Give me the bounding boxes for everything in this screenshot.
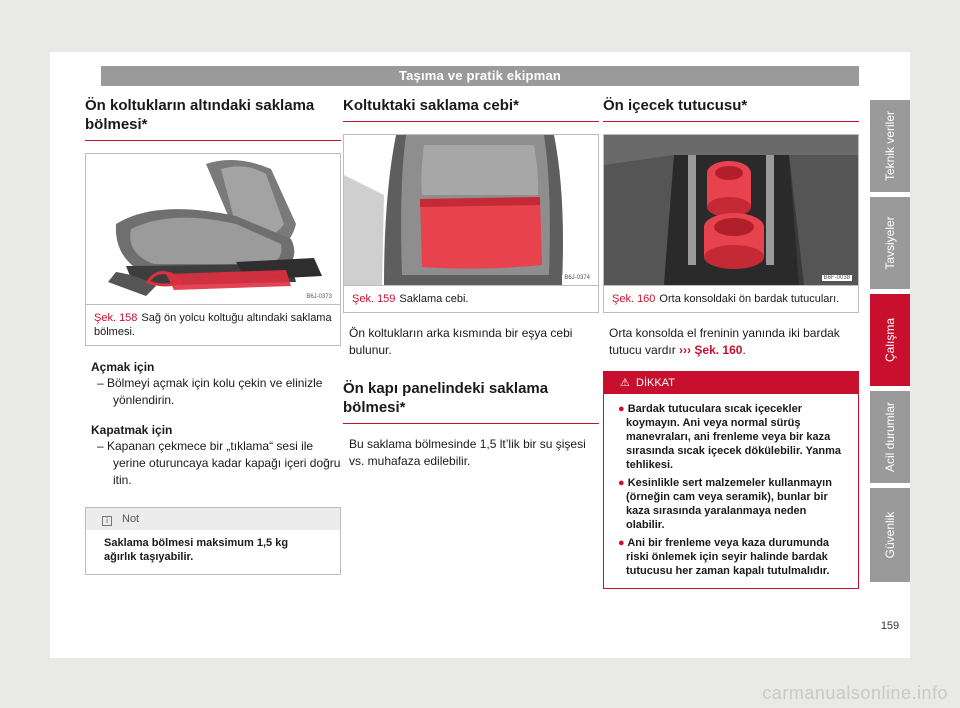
note-text: Saklama bölmesi maksimum 1,5 kg ağırlık taşıyabilir. <box>104 537 289 563</box>
cup-paragraph-text: Orta konsolda el freninin yanında iki bardak tutucu vardır <box>609 326 840 357</box>
warning-label: DİKKAT <box>636 377 675 389</box>
door-paragraph: Bu saklama bölmesinde 1,5 lt’lik bir su şişesi vs. muhafaza edilebilir. <box>349 437 586 468</box>
warning-box <box>603 371 859 589</box>
figure-159 <box>343 134 599 313</box>
warning-icon: ⚠ <box>620 377 630 389</box>
tab-guvenlik[interactable]: Güvenlik <box>870 488 910 582</box>
warning-item: ● Ani bir frenleme veya kaza durumunda riski önlemek için seyir halinde bardak tutucusu her zaman kapalı tutulmalıdır. <box>618 537 830 577</box>
column-cup-holder <box>603 96 859 589</box>
section-title: Ön içecek tutucusu* <box>603 96 859 122</box>
cup-paragraph <box>603 325 859 359</box>
note-box <box>85 507 341 575</box>
close-step: – Kapanan çekmece bir „tıklama“ sesi ile yerine oturuncaya kadar kapağı içeri doğru itin. <box>97 439 341 487</box>
caption-text: Orta konsoldaki ön bardak tutucuları. <box>659 293 840 305</box>
figure-caption <box>344 285 598 312</box>
note-label: Not <box>122 513 140 525</box>
pocket-paragraph: Ön koltukların arka kısmında bir eşya cebi bulunur. <box>349 326 573 357</box>
figure-ref: Şek. 159 <box>352 293 396 305</box>
warning-header <box>604 372 858 394</box>
caption-text: Saklama cebi. <box>399 293 469 305</box>
column-seat-pocket <box>343 96 599 470</box>
column-seat-storage <box>85 96 341 575</box>
seat-back-illustration <box>344 135 598 285</box>
warning-item: ● Bardak tutuculara sıcak içecekler koymayın. Ani veya normal sürüş manevraları, ani frenleme veya bir kaza sırasında sıcak içecek dökülebilir. Yanma tehlikesi. <box>618 403 842 471</box>
figure-ref: Şek. 158 <box>94 312 138 324</box>
figure-158 <box>85 153 341 346</box>
tab-tavsiyeler[interactable]: Tavsiyeler <box>870 197 910 289</box>
bullet-icon: ● <box>618 537 625 549</box>
figure-caption <box>86 304 340 345</box>
seat-pocket-image <box>344 135 598 285</box>
seat-storage-image <box>86 154 340 304</box>
cup-paragraph-end: . <box>742 343 746 357</box>
note-header <box>86 508 340 530</box>
tab-calisma[interactable]: Çalışma <box>870 294 910 386</box>
info-icon: i <box>102 516 112 526</box>
caption-text: Sağ ön yolcu koltuğu altındaki saklama bölmesi. <box>94 312 332 338</box>
figure-ref: Şek. 160 <box>612 293 656 305</box>
page-header: Taşıma ve pratik ekipman <box>101 66 859 86</box>
close-heading: Kapatmak için <box>91 423 173 437</box>
figure-link[interactable]: Şek. 160 <box>694 343 743 357</box>
figure-code: B6J-0373 <box>306 294 332 300</box>
tab-teknik-veriler[interactable]: Teknik veriler <box>870 100 910 192</box>
open-step: – Bölmeyi açmak için kolu çekin ve elinizle yönlendirin. <box>97 376 323 407</box>
figure-160 <box>603 134 859 313</box>
tab-acil-durumlar[interactable]: Acil durumlar <box>870 391 910 483</box>
figure-code: B6J-0374 <box>564 275 590 281</box>
figure-code: B6F-0038 <box>823 275 850 281</box>
link-arrow[interactable]: ››› <box>679 343 692 357</box>
console-illustration <box>604 135 858 285</box>
section-title: Koltuktaki saklama cebi* <box>343 96 599 122</box>
open-heading: Açmak için <box>91 360 155 374</box>
section-title: Ön koltukların altındaki saklama bölmesi* <box>85 96 341 141</box>
page-number: 159 <box>880 620 900 632</box>
cup-holder-image <box>604 135 858 285</box>
bullet-icon: ● <box>618 477 625 489</box>
warning-body <box>604 394 858 588</box>
figure-caption <box>604 285 858 312</box>
warning-item: ● Kesinlikle sert malzemeler kullanmayın (örneğin cam veya seramik), bunlar bir kaza sırasında yaralanmaya neden olabilir. <box>618 477 832 531</box>
bullet-icon: ● <box>618 403 625 415</box>
seat-illustration <box>86 154 340 304</box>
section-title-door: Ön kapı panelindeki saklama bölmesi* <box>343 379 599 424</box>
watermark: carmanualsonline.info <box>762 683 948 703</box>
